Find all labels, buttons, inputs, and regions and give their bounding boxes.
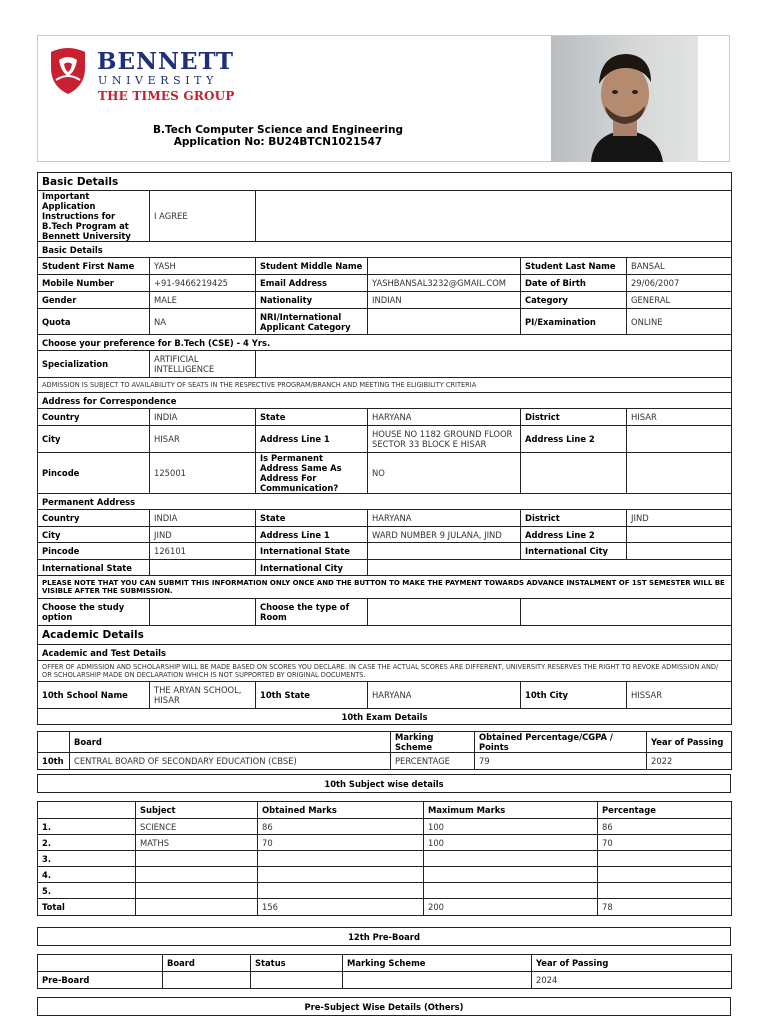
exam-details-heading: 10th Exam Details bbox=[38, 709, 732, 725]
corr-state-label: State bbox=[256, 409, 368, 426]
last-name-label: Student Last Name bbox=[521, 258, 627, 275]
preboard-cell: 2024 bbox=[532, 972, 732, 989]
subjects10-cell bbox=[258, 851, 424, 867]
admission-note: ADMISSION IS SUBJECT TO AVAILABILITY OF SEATS IN THE RESPECTIVE PROGRAM/BRANCH AND MEETING THE ELIGIBILITY CRITERIA bbox=[38, 378, 732, 393]
subjects10-heading: 10th Subject wise details bbox=[38, 775, 731, 793]
exam10-cell: CENTRAL BOARD OF SECONDARY EDUCATION (CBSE) bbox=[70, 753, 391, 770]
applicant-portrait-image bbox=[551, 36, 698, 162]
preboard-header: Board bbox=[163, 955, 251, 972]
perm-addr1-label: Address Line 1 bbox=[256, 527, 368, 543]
corr-country-value: INDIA bbox=[150, 409, 256, 426]
corr-empty-a bbox=[521, 453, 627, 494]
first-name-label: Student First Name bbox=[38, 258, 150, 275]
table-row-total bbox=[38, 899, 732, 916]
perm-district-value: JIND bbox=[627, 510, 732, 527]
logo-wordmark: BENNETT bbox=[97, 48, 234, 75]
table-row bbox=[38, 883, 732, 899]
exam10-cell: 10th bbox=[38, 753, 70, 770]
category-label: Category bbox=[521, 292, 627, 309]
gender-label: Gender bbox=[38, 292, 150, 309]
perm-city-value: JIND bbox=[150, 527, 256, 543]
subjects10-cell: 78 bbox=[598, 899, 732, 916]
pi-label: PI/Examination bbox=[521, 309, 627, 335]
preboard-heading-table bbox=[37, 927, 731, 946]
corr-addr2-value bbox=[627, 426, 732, 453]
instructions-empty bbox=[256, 191, 732, 242]
room-type-label: Choose the type of Room bbox=[256, 599, 368, 626]
academic-subheading: Academic and Test Details bbox=[38, 645, 732, 661]
preboard-cell bbox=[251, 972, 343, 989]
last-name-value: BANSAL bbox=[627, 258, 732, 275]
perm-pin-value: 126101 bbox=[150, 543, 256, 560]
exam10-header: Marking Scheme bbox=[391, 732, 475, 753]
logo-subtitle: UNIVERSITY bbox=[98, 74, 218, 87]
preboard-cell bbox=[343, 972, 532, 989]
corr-state-value: HARYANA bbox=[368, 409, 521, 426]
exam10-header: Obtained Percentage/CGPA / Points bbox=[475, 732, 647, 753]
perm-addr1-value: WARD NUMBER 9 JULANA, JIND bbox=[368, 527, 521, 543]
preboard-header bbox=[38, 955, 163, 972]
application-header bbox=[37, 35, 730, 162]
same-address-value: NO bbox=[368, 453, 521, 494]
subjects10-cell bbox=[598, 851, 732, 867]
subjects10-cell: 1. bbox=[38, 819, 136, 835]
subjects10-header: Percentage bbox=[598, 802, 732, 819]
perm-country-value: INDIA bbox=[150, 510, 256, 527]
correspondence-heading: Address for Correspondence bbox=[38, 393, 732, 409]
category-value: GENERAL bbox=[627, 292, 732, 309]
school-name-label: 10th School Name bbox=[38, 682, 150, 709]
preboard-table bbox=[37, 954, 732, 989]
subjects10-cell bbox=[598, 867, 732, 883]
subjects10-header: Obtained Marks bbox=[258, 802, 424, 819]
subjects10-cell: 2. bbox=[38, 835, 136, 851]
subjects10-cell: 70 bbox=[258, 835, 424, 851]
subjects10-cell bbox=[598, 883, 732, 899]
subjects10-table bbox=[37, 801, 732, 916]
email-label: Email Address bbox=[256, 275, 368, 292]
subjects10-cell bbox=[258, 883, 424, 899]
table-row bbox=[38, 851, 732, 867]
academic-heading: Academic Details bbox=[38, 626, 732, 645]
subjects10-cell bbox=[136, 851, 258, 867]
corr-country-label: Country bbox=[38, 409, 150, 426]
school-state-value: HARYANA bbox=[368, 682, 521, 709]
mobile-label: Mobile Number bbox=[38, 275, 150, 292]
exam10-table bbox=[37, 731, 732, 770]
specialization-label: Specialization bbox=[38, 351, 150, 378]
table-row bbox=[38, 835, 732, 851]
subjects10-cell: 86 bbox=[258, 819, 424, 835]
subjects10-heading-table bbox=[37, 774, 731, 793]
same-address-label: Is Permanent Address Same As Address For Communication? bbox=[256, 453, 368, 494]
email-value: YASHBANSAL3232@GMAIL.COM bbox=[368, 275, 521, 292]
exam10-cell: 79 bbox=[475, 753, 647, 770]
perm-pin-label: Pincode bbox=[38, 543, 150, 560]
instructions-label: Important Application Instructions for B.Tech Program at Bennett University bbox=[38, 191, 150, 242]
school-city-label: 10th City bbox=[521, 682, 627, 709]
basic-details-subheading: Basic Details bbox=[38, 242, 732, 258]
perm-country-label: Country bbox=[38, 510, 150, 527]
study-empty bbox=[521, 599, 732, 626]
subjects10-cell: 70 bbox=[598, 835, 732, 851]
application-number: Application No: BU24BTCN1021547 bbox=[173, 136, 383, 148]
nationality-label: Nationality bbox=[256, 292, 368, 309]
perm-icity-label: International City bbox=[521, 543, 627, 560]
intl-state-label: International State bbox=[38, 560, 150, 576]
study-option-value bbox=[150, 599, 256, 626]
bennett-university-logo bbox=[47, 46, 237, 102]
gender-value: MALE bbox=[150, 292, 256, 309]
subjects10-cell: Total bbox=[38, 899, 136, 916]
quota-label: Quota bbox=[38, 309, 150, 335]
corr-addr1-value: HOUSE NO 1182 GROUND FLOOR SECTOR 33 BLOCK E HISAR bbox=[368, 426, 521, 453]
perm-district-label: District bbox=[521, 510, 627, 527]
subjects10-header: Subject bbox=[136, 802, 258, 819]
perm-state-value: HARYANA bbox=[368, 510, 521, 527]
exam10-cell: 2022 bbox=[647, 753, 732, 770]
exam10-cell: PERCENTAGE bbox=[391, 753, 475, 770]
intl-city-label: International City bbox=[256, 560, 368, 576]
perm-city-label: City bbox=[38, 527, 150, 543]
subjects10-cell bbox=[258, 867, 424, 883]
subjects10-cell: 86 bbox=[598, 819, 732, 835]
middle-name-label: Student Middle Name bbox=[256, 258, 368, 275]
exam10-header bbox=[38, 732, 70, 753]
exam10-header: Board bbox=[70, 732, 391, 753]
subjects10-cell bbox=[136, 899, 258, 916]
specialization-empty bbox=[256, 351, 732, 378]
dob-value: 29/06/2007 bbox=[627, 275, 732, 292]
first-name-value: YASH bbox=[150, 258, 256, 275]
subjects10-cell bbox=[136, 867, 258, 883]
specialization-value: ARTIFICIAL INTELLIGENCE bbox=[150, 351, 256, 378]
pi-value: ONLINE bbox=[627, 309, 732, 335]
program-title bbox=[128, 124, 428, 148]
university-crest-icon bbox=[47, 46, 89, 96]
quota-value: NA bbox=[150, 309, 256, 335]
exam10-header: Year of Passing bbox=[647, 732, 732, 753]
corr-city-label: City bbox=[38, 426, 150, 453]
corr-pin-label: Pincode bbox=[38, 453, 150, 494]
study-option-label: Choose the study option bbox=[38, 599, 150, 626]
middle-name-value bbox=[368, 258, 521, 275]
preboard-cell: Pre-Board bbox=[38, 972, 163, 989]
corr-pin-value: 125001 bbox=[150, 453, 256, 494]
subjects10-header bbox=[38, 802, 136, 819]
nationality-value: INDIAN bbox=[368, 292, 521, 309]
perm-state-label: State bbox=[256, 510, 368, 527]
corr-addr2-label: Address Line 2 bbox=[521, 426, 627, 453]
subjects10-cell: 200 bbox=[424, 899, 598, 916]
subjects10-cell bbox=[424, 851, 598, 867]
corr-city-value: HISAR bbox=[150, 426, 256, 453]
nri-label: NRI/International Applicant Category bbox=[256, 309, 368, 335]
intl-state-value bbox=[150, 560, 256, 576]
preboard-cell bbox=[163, 972, 251, 989]
subjects10-cell: 4. bbox=[38, 867, 136, 883]
subjects10-cell bbox=[136, 883, 258, 899]
instructions-value: I AGREE bbox=[150, 191, 256, 242]
room-type-value bbox=[368, 599, 521, 626]
nri-value bbox=[368, 309, 521, 335]
school-name-value: THE ARYAN SCHOOL, HISAR bbox=[150, 682, 256, 709]
perm-icity-value bbox=[627, 543, 732, 560]
corr-addr1-label: Address Line 1 bbox=[256, 426, 368, 453]
perm-addr2-label: Address Line 2 bbox=[521, 527, 627, 543]
subjects10-cell: 3. bbox=[38, 851, 136, 867]
corr-district-value: HISAR bbox=[627, 409, 732, 426]
preboard-heading: 12th Pre-Board bbox=[38, 928, 731, 946]
subjects10-cell bbox=[424, 867, 598, 883]
logo-group: THE TIMES GROUP bbox=[98, 89, 235, 103]
subjects10-cell: 5. bbox=[38, 883, 136, 899]
subjects10-cell: 100 bbox=[424, 835, 598, 851]
preboard-header: Status bbox=[251, 955, 343, 972]
payment-note: PLEASE NOTE THAT YOU CAN SUBMIT THIS INFORMATION ONLY ONCE AND THE BUTTON TO MAKE THE PAYMENT TOWARDS ADVANCE INSTALMENT OF 1ST SEMESTER WILL BE VISIBLE AFTER THE SUBMISSION. bbox=[38, 576, 732, 599]
preboard-header: Marking Scheme bbox=[343, 955, 532, 972]
subjects10-cell: 100 bbox=[424, 819, 598, 835]
preference-heading: Choose your preference for B.Tech (CSE) - 4 Yrs. bbox=[38, 335, 732, 351]
pre-subject-heading-table bbox=[37, 997, 731, 1016]
permanent-heading: Permanent Address bbox=[38, 494, 732, 510]
subjects10-cell bbox=[424, 883, 598, 899]
applicant-photo bbox=[551, 36, 698, 162]
scholarship-note: OFFER OF ADMISSION AND SCHOLARSHIP WILL BE MADE BASED ON SCORES YOU DECLARE. IN CASE THE ACTUAL SCORES ARE DIFFERENT, UNIVERSITY RESERVES THE RIGHT TO REVOKE ADMISSION AND/ OR SCHOLARSHIP MADE ON DECLARATION WHICH IS NOT SUPPORTED BY ORIGINAL DOCUMENTS. bbox=[38, 661, 732, 682]
perm-istate-label: International State bbox=[256, 543, 368, 560]
program-name: B.Tech Computer Science and Engineering bbox=[152, 124, 404, 136]
corr-district-label: District bbox=[521, 409, 627, 426]
subjects10-header: Maximum Marks bbox=[424, 802, 598, 819]
subjects10-cell: SCIENCE bbox=[136, 819, 258, 835]
intl-city-value bbox=[368, 560, 732, 576]
table-row bbox=[38, 819, 732, 835]
preboard-header: Year of Passing bbox=[532, 955, 732, 972]
school-city-value: HISSAR bbox=[627, 682, 732, 709]
perm-addr2-value bbox=[627, 527, 732, 543]
mobile-value: +91-9466219425 bbox=[150, 275, 256, 292]
basic-details-heading: Basic Details bbox=[38, 173, 732, 191]
school-state-label: 10th State bbox=[256, 682, 368, 709]
perm-istate-value bbox=[368, 543, 521, 560]
subjects10-cell: 156 bbox=[258, 899, 424, 916]
dob-label: Date of Birth bbox=[521, 275, 627, 292]
corr-empty-b bbox=[627, 453, 732, 494]
pre-subject-heading: Pre-Subject Wise Details (Others) bbox=[38, 998, 731, 1016]
table-row bbox=[38, 867, 732, 883]
subjects10-cell: MATHS bbox=[136, 835, 258, 851]
basic-details-table bbox=[37, 172, 732, 725]
